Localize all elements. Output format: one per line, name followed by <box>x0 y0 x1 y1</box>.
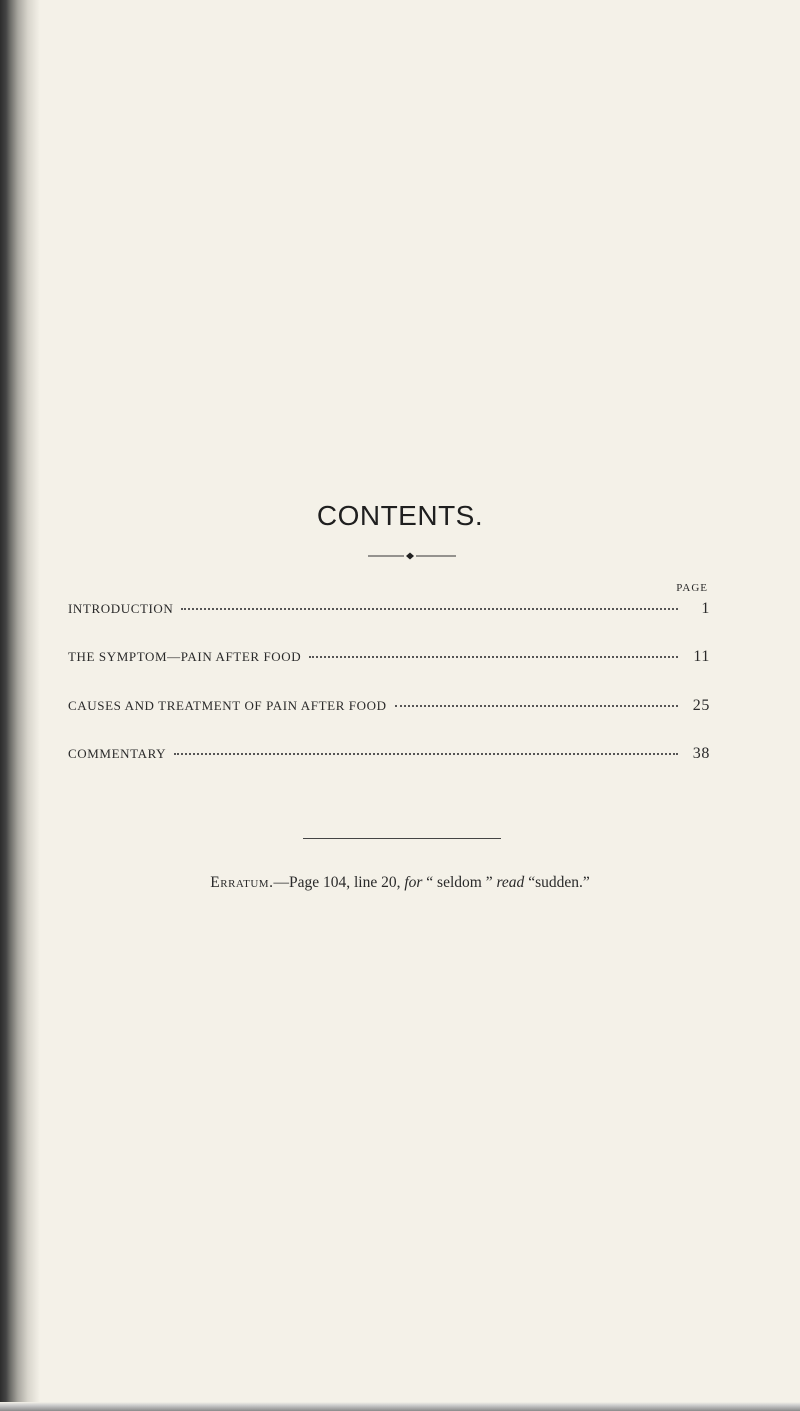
toc-entry-page: 11 <box>693 648 710 665</box>
dot-leader <box>181 598 678 610</box>
ornament-divider-icon <box>368 551 456 561</box>
toc-entry-title: INTRODUCTION <box>68 601 174 616</box>
book-gutter <box>0 0 40 1411</box>
horizontal-rule <box>303 838 501 839</box>
toc-entry-page: 25 <box>692 697 710 714</box>
erratum-note <box>0 874 800 892</box>
toc-entry-page: 1 <box>701 600 710 617</box>
toc-entry-title: CAUSES AND TREATMENT OF PAIN AFTER FOOD <box>68 698 387 713</box>
contents-heading: CONTENTS. <box>316 500 484 531</box>
erratum-text: —Page 104, line 20, <box>273 874 405 891</box>
erratum-label: Erratum. <box>210 874 274 891</box>
erratum-read-word: read <box>496 874 525 891</box>
toc-entry <box>68 600 710 626</box>
toc-entry-page: 38 <box>692 745 710 762</box>
erratum-for-word: for <box>404 874 423 891</box>
erratum-quote-original: “ seldom ” <box>422 874 497 891</box>
dot-leader <box>309 646 678 658</box>
page-column-label: PAGE <box>676 582 708 594</box>
toc-entry-title: THE SYMPTOM—PAIN AFTER FOOD <box>68 649 302 664</box>
erratum-quote-correction: “sudden.” <box>524 874 590 891</box>
toc-entry <box>68 697 710 723</box>
toc-entry <box>68 648 710 674</box>
toc-entry <box>68 745 710 771</box>
dot-leader <box>395 695 678 707</box>
dot-leader <box>174 743 678 755</box>
toc-entry-title: COMMENTARY <box>68 746 167 761</box>
page-bottom-edge <box>0 1402 800 1411</box>
